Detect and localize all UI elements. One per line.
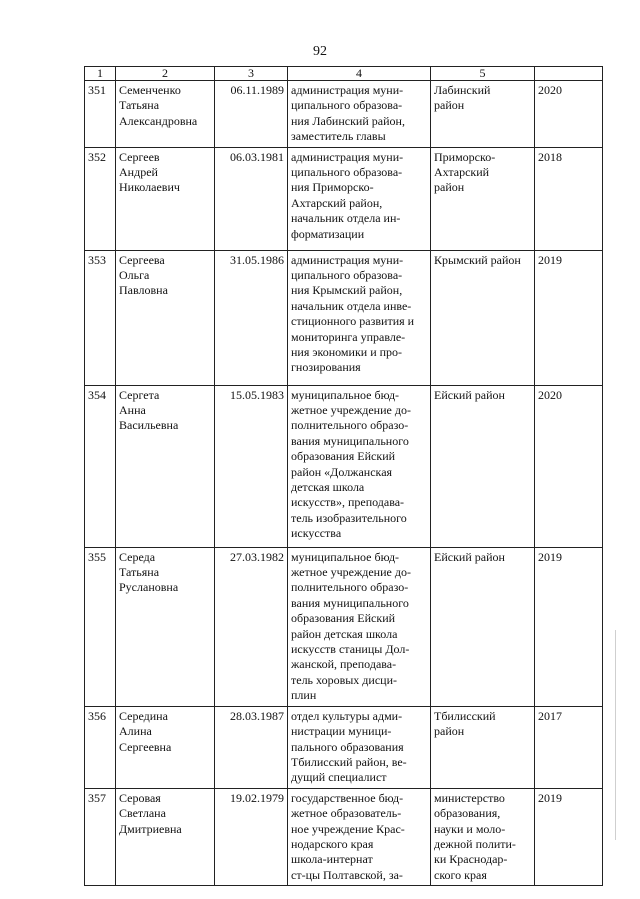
column-header: 1 [85, 67, 116, 81]
birth-date: 06.11.1989 [215, 81, 288, 148]
district: Приморско- Ахтарский район [431, 147, 535, 250]
district: Ейский район [431, 385, 535, 547]
year: 2019 [535, 250, 603, 385]
table-row [85, 706, 603, 788]
table-row [85, 385, 603, 547]
year: 2018 [535, 147, 603, 250]
row-number: 353 [85, 250, 116, 385]
registry-table [84, 66, 603, 886]
workplace-position: администрация муни- ципального образова- ния Крымский район, начальник отдела инве- стиционного развития и мониторинга управле- ния экономики и про- гнозирования [288, 250, 431, 385]
row-number: 357 [85, 788, 116, 885]
year: 2020 [535, 81, 603, 148]
year: 2019 [535, 788, 603, 885]
workplace-position: муниципальное бюд- жетное учреждение до- полнительного образо- вания муниципального образования Ейский район детская школа искусств станицы Дол- жанской, преподава- тель хоровых дисци- плин [288, 547, 431, 706]
table-row [85, 547, 603, 706]
birth-date: 31.05.1986 [215, 250, 288, 385]
row-number: 351 [85, 81, 116, 148]
birth-date: 06.03.1981 [215, 147, 288, 250]
birth-date: 27.03.1982 [215, 547, 288, 706]
column-header: 5 [431, 67, 535, 81]
district: Тбилисский район [431, 706, 535, 788]
year: 2019 [535, 547, 603, 706]
birth-date: 15.05.1983 [215, 385, 288, 547]
workplace-position: отдел культуры адми- нистрации муници- пального образования Тбилисский район, ве- дущий специалист [288, 706, 431, 788]
column-number-row [85, 67, 603, 81]
person-name: Серовая Светлана Дмитриевна [116, 788, 215, 885]
year: 2020 [535, 385, 603, 547]
scan-edge-line [615, 630, 616, 840]
person-name: Середина Алина Сергеевна [116, 706, 215, 788]
district: Ейский район [431, 547, 535, 706]
column-header: 2 [116, 67, 215, 81]
person-name: Середа Татьяна Руслановна [116, 547, 215, 706]
district: Крымский район [431, 250, 535, 385]
year: 2017 [535, 706, 603, 788]
birth-date: 28.03.1987 [215, 706, 288, 788]
person-name: Сергеев Андрей Николаевич [116, 147, 215, 250]
page-number: 92 [313, 44, 327, 59]
table-row [85, 250, 603, 385]
row-number: 355 [85, 547, 116, 706]
table-row [85, 788, 603, 885]
table-row [85, 147, 603, 250]
row-number: 352 [85, 147, 116, 250]
column-header [535, 67, 603, 81]
row-number: 356 [85, 706, 116, 788]
person-name: Семенченко Татьяна Александровна [116, 81, 215, 148]
district: Лабинский район [431, 81, 535, 148]
column-header: 4 [288, 67, 431, 81]
person-name: Сергеева Ольга Павловна [116, 250, 215, 385]
person-name: Сергета Анна Васильевна [116, 385, 215, 547]
row-number: 354 [85, 385, 116, 547]
table-row [85, 81, 603, 148]
workplace-position: администрация муни- ципального образова- ния Лабинский район, заместитель главы [288, 81, 431, 148]
workplace-position: муниципальное бюд- жетное учреждение до- полнительного образо- вания муниципального образования Ейский район «Должанская детская школа искусств», преподава- тель изобразительного искусства [288, 385, 431, 547]
workplace-position: государственное бюд- жетное образователь- ное учреждение Крас- нодарского края школа-интернат ст-цы Полтавской, за- [288, 788, 431, 885]
workplace-position: администрация муни- ципального образова- ния Приморско- Ахтарский район, начальник отдела ин- форматизации [288, 147, 431, 250]
column-header: 3 [215, 67, 288, 81]
district: министерство образования, науки и моло- дежной полити- ки Краснодар- ского края [431, 788, 535, 885]
birth-date: 19.02.1979 [215, 788, 288, 885]
